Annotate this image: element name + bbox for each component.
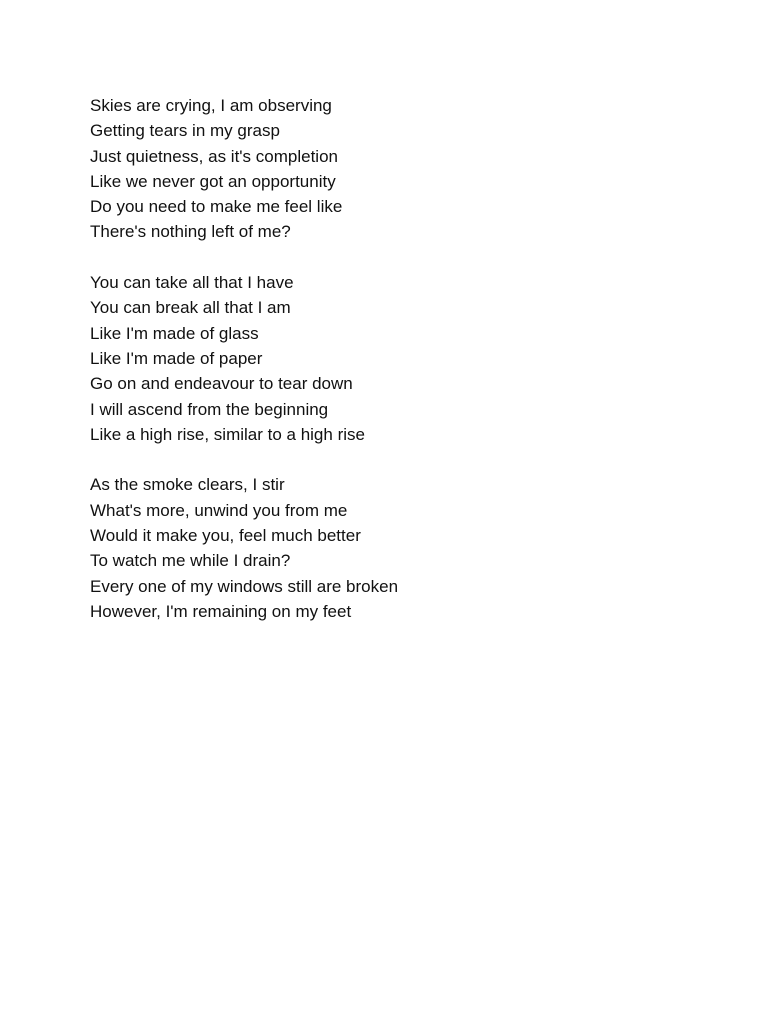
poem-line: Like a high rise, similar to a high rise (90, 424, 365, 444)
stanza-2 (90, 270, 730, 447)
poem-line: You can break all that I am (90, 298, 291, 318)
poem-line: However, I'm remaining on my feet (90, 601, 352, 621)
stanza-3 (90, 472, 730, 624)
poem-line: Would it make you, feel much better (90, 526, 361, 546)
poem-line: To watch me while I drain? (90, 551, 291, 571)
poem-line: Like I'm made of paper (90, 348, 263, 368)
poem-line: There's nothing left of me? (90, 222, 291, 242)
poem-line: Getting tears in my grasp (90, 121, 280, 141)
poem-line: Like we never got an opportunity (90, 171, 336, 191)
poem-line: You can take all that I have (90, 273, 294, 293)
poem-line: What's more, unwind you from me (90, 500, 348, 520)
poem-line: Just quietness, as it's completion (90, 146, 338, 166)
poem-line: Like I'm made of glass (90, 323, 259, 343)
poem-line: Skies are crying, I am observing (90, 96, 332, 115)
poem-line: I will ascend from the beginning (90, 399, 329, 419)
poem-line: Do you need to make me feel like (90, 197, 343, 217)
poem-body (90, 93, 730, 650)
poem-line: Go on and endeavour to tear down (90, 374, 353, 394)
poem-line: As the smoke clears, I stir (90, 475, 285, 495)
poem-line: Every one of my windows still are broken (90, 576, 399, 596)
stanza-1 (90, 93, 730, 245)
